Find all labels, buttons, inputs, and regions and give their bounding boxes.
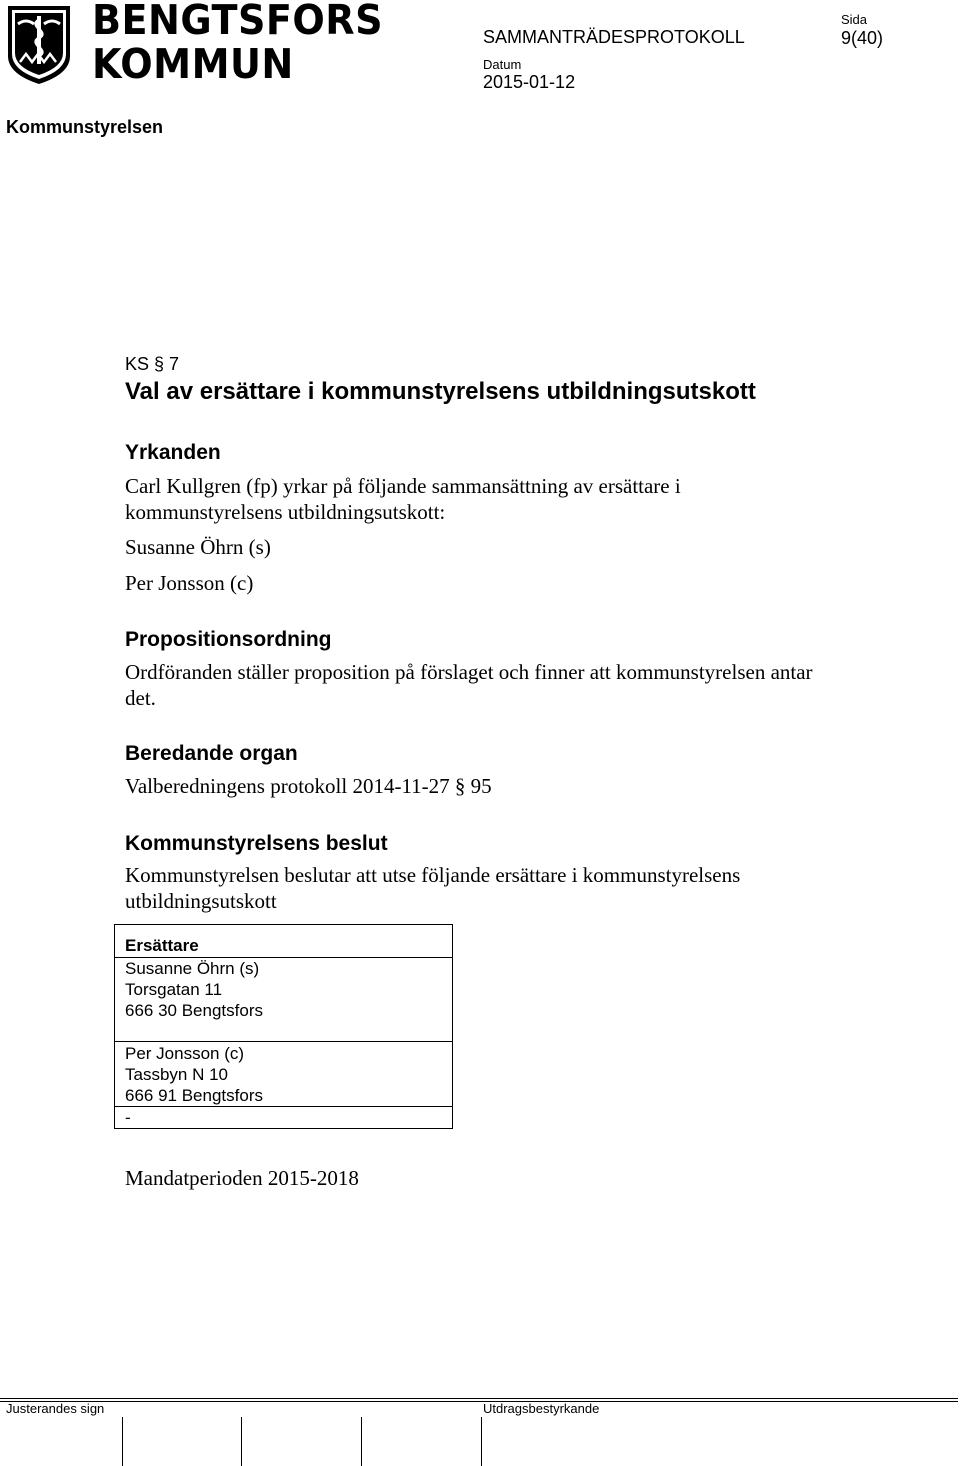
document-type: SAMMANTRÄDESPROTOKOLL xyxy=(483,27,745,47)
signature-box-divider xyxy=(481,1417,482,1466)
yrkanden-name-2: Per Jonsson (c) xyxy=(125,571,254,595)
footer-certification-label: Utdragsbestyrkande xyxy=(483,1401,600,1416)
date-value: 2015-01-12 xyxy=(483,72,576,92)
substitutes-table xyxy=(114,924,453,1129)
heading-propositionsordning: Propositionsordning xyxy=(125,628,332,651)
table-entry-2-postal: 666 91 Bengtsfors xyxy=(125,1086,263,1105)
table-entry-1-street: Torsgatan 11 xyxy=(125,980,223,999)
table-divider xyxy=(115,1106,452,1107)
propositionsordning-text: Ordföranden ställer proposition på förslaget och finner att kommunstyrelsen antar det. xyxy=(125,660,813,710)
heading-beslut: Kommunstyrelsens beslut xyxy=(125,832,388,855)
footer-rule xyxy=(0,1398,958,1399)
beslut-text: Kommunstyrelsen beslutar att utse följande ersättare i kommunstyrelsens utbildningsutskott xyxy=(125,863,741,913)
heading-beredande-organ: Beredande organ xyxy=(125,742,298,765)
table-entry-2-street: Tassbyn N 10 xyxy=(125,1065,228,1084)
page-title: Val av ersättare i kommunstyrelsens utbildningsutskott xyxy=(125,378,756,405)
table-divider xyxy=(115,1041,452,1042)
signature-box-divider xyxy=(241,1417,242,1466)
signature-box-divider xyxy=(122,1417,123,1466)
table-entry-2-name: Per Jonsson (c) xyxy=(125,1044,245,1063)
paragraph-reference: KS § 7 xyxy=(125,354,180,374)
beredande-organ-text: Valberedningens protokoll 2014-11-27 § 95 xyxy=(125,774,492,798)
org-name-line1: BENGTSFORS xyxy=(92,0,384,44)
board-name: Kommunstyrelsen xyxy=(6,117,164,137)
page-label: Sida xyxy=(841,12,868,27)
signature-box-divider xyxy=(361,1417,362,1466)
yrkanden-name-1: Susanne Öhrn (s) xyxy=(125,535,271,559)
page-number: 9(40) xyxy=(841,28,884,48)
footer-rule xyxy=(0,1401,958,1402)
table-last-row: - xyxy=(125,1108,131,1127)
date-label: Datum xyxy=(483,57,522,72)
mandate-period: Mandatperioden 2015-2018 xyxy=(125,1166,359,1190)
footer-signature-label: Justerandes sign xyxy=(6,1401,105,1416)
table-entry-1-name: Susanne Öhrn (s) xyxy=(125,959,260,978)
yrkanden-text: Carl Kullgren (fp) yrkar på följande sammansättning av ersättare i kommunstyrelsens utbildningsutskott: xyxy=(125,474,681,524)
table-header: Ersättare xyxy=(125,936,199,955)
heading-yrkanden: Yrkanden xyxy=(125,441,221,464)
org-name-line2: KOMMUN xyxy=(92,40,294,88)
table-entry-1-postal: 666 30 Bengtsfors xyxy=(125,1001,263,1020)
municipality-crest-icon xyxy=(6,4,72,86)
